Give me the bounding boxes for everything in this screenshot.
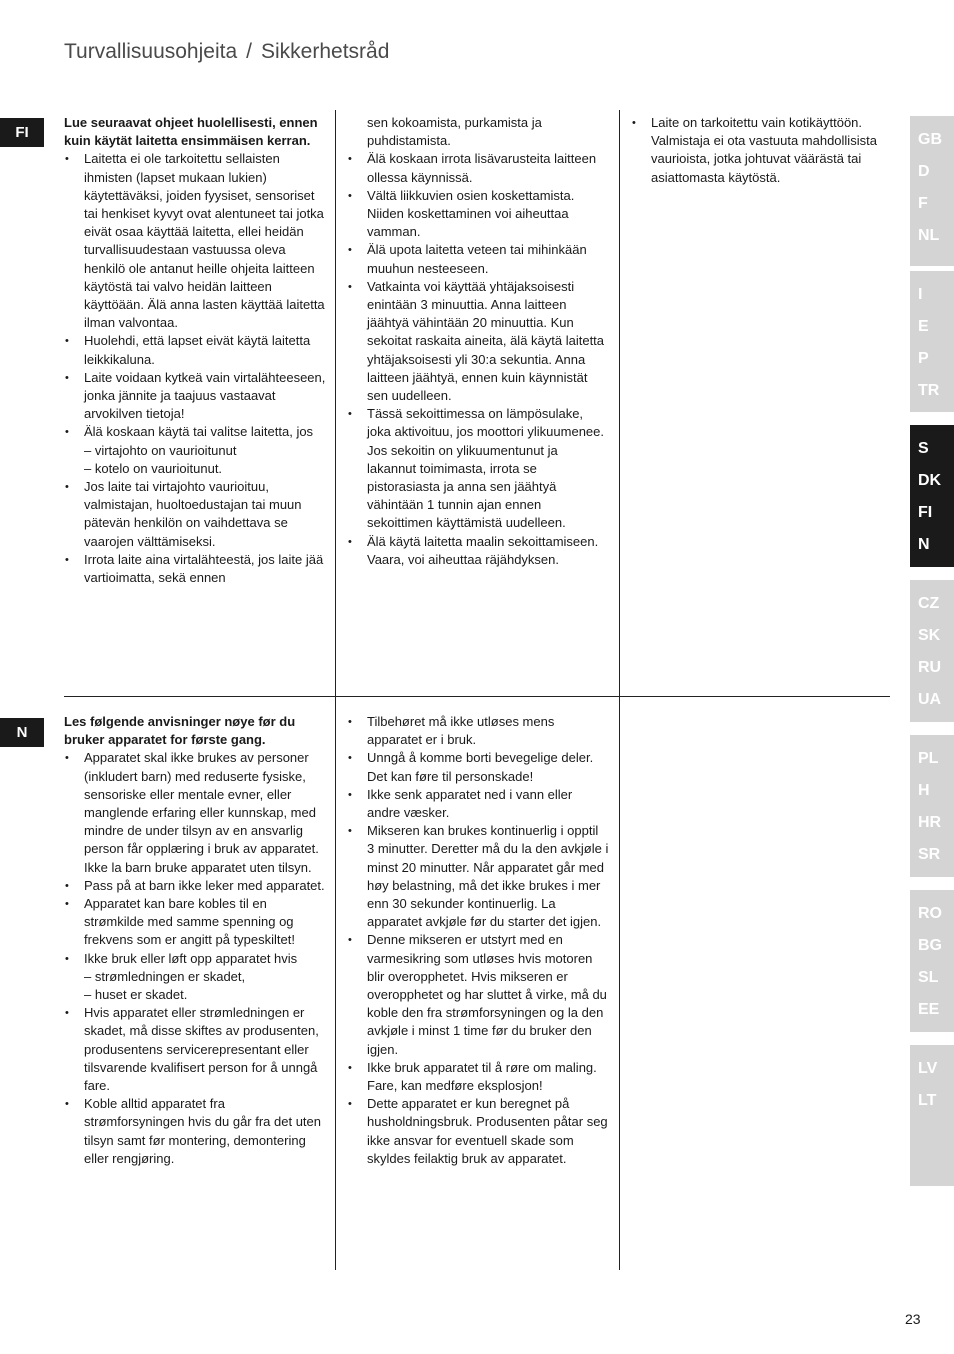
language-tab-sl[interactable]: SL	[918, 969, 939, 986]
list-item: • Ikke bruk apparatet til å røre om maling. Fare, kan medføre eksplosjon!	[347, 1059, 609, 1095]
language-tab-s[interactable]: S	[918, 440, 929, 457]
list-item: • Unngå å komme borti bevegelige deler. Det kan føre til personskade!	[347, 749, 609, 785]
column-divider	[335, 697, 336, 1270]
list-item: • Älä käytä laitetta maalin sekoittamiseen. Vaara, voi aiheuttaa räjähdyksen.	[347, 533, 609, 569]
fi-safety-list-continued	[347, 114, 609, 569]
language-tab-ro[interactable]: RO	[918, 905, 942, 922]
sub-item: – strømledningen er skadet,	[84, 968, 246, 984]
list-item: • Apparatet kan bare kobles til en strømkilde med samme spenning og frekvens som er angitt på typeskiltet!	[64, 895, 326, 950]
sub-item: – huset er skadet.	[84, 987, 188, 1003]
language-tab-d[interactable]: D	[918, 163, 930, 180]
list-item: • Denne mikseren er utstyrt med en varmesikring som utløses hvis motoren blir overopphetet. Hvis mikseren er overopphetet og har sluttet å virke, må du koble den fra strømforsyningen og la den avkjøle i minst 1 time før du bruker den igjen.	[347, 931, 609, 1058]
list-item: • Dette apparatet er kun beregnet på husholdningsbruk. Produsenten påtar seg ikke ansvar for eventuell skade som skyldes feilaktig bruk av apparatet.	[347, 1095, 609, 1168]
language-group-1	[910, 116, 954, 266]
language-tab-cz[interactable]: CZ	[918, 595, 940, 612]
fi-column-3	[631, 114, 893, 187]
n-column-2	[347, 713, 609, 1168]
list-item: • Ikke senk apparatet ned i vann eller andre væsker.	[347, 786, 609, 822]
title-norwegian: Sikkerhetsråd	[260, 40, 390, 63]
list-item	[64, 423, 326, 478]
language-tab-dk[interactable]: DK	[918, 472, 942, 489]
page-number: 23	[905, 1311, 921, 1327]
list-item: • Laitetta ei ole tarkoitettu sellaisten ihmisten (lapset mukaan lukien) käytettäväksi, joiden fyysiset, sensoriset tai henkiset kyvyt ovat alentuneet tai jotka eivät osaa käyttää laitetta, ellei heidän turvallisuudestaan vastuussa oleva henkilö ole antanut heille ohjeita laitteen käytöstä tai valvo heidän laitteen käyttöään. Älä anna lasten käyttää laitetta ilman valvontaa.	[64, 150, 326, 332]
fi-safety-list-end	[631, 114, 893, 187]
language-tab-h[interactable]: H	[918, 782, 930, 799]
language-tab-nl[interactable]: NL	[918, 227, 940, 244]
language-tab-i[interactable]: I	[918, 286, 923, 303]
fi-safety-list	[64, 150, 326, 587]
fi-intro: Lue seuraavat ohjeet huolellisesti, ennen kuin käytät laitetta ensimmäisen kerran.	[64, 115, 318, 149]
language-tab-ru[interactable]: RU	[918, 659, 942, 676]
section-tag-n: N	[0, 718, 44, 747]
list-item: • Vatkainta voi käyttää yhtäjaksoisesti enintään 3 minuuttia. Anna laitteen jäähtyä vähintään 20 minuuttia. Kun sekoitat raskaita aineita, älä käytä laitetta yhtäjaksoisesti yli 30:a sekuntia. Anna laitteen jäähtyä, ennen kuin käynnistät sen uudelleen.	[347, 278, 609, 405]
n-column-1	[64, 713, 326, 1168]
list-item	[64, 950, 326, 1005]
language-tab-n[interactable]: N	[918, 536, 930, 553]
language-group-5	[910, 735, 954, 877]
language-tab-lv[interactable]: LV	[918, 1060, 938, 1077]
n-safety-list	[64, 749, 326, 1168]
list-item: • Laite voidaan kytkeä vain virtalähteeseen, jonka jännite ja taajuus vastaavat arvokilven tietoja!	[64, 369, 326, 424]
language-tab-sr[interactable]: SR	[918, 846, 941, 863]
list-item: • Hvis apparatet eller strømledningen er skadet, må disse skiftes av produsenten, produsentens servicerepresentant eller tilsvarende kvalifisert person for å unngå fare.	[64, 1004, 326, 1095]
list-item-text: Ikke bruk eller løft opp apparatet hvis	[84, 950, 298, 966]
list-item-text-extra: Jos sekoitin on ylikuumentunut ja lakannut toimimasta, irrota se pistorasiasta ja anna sen jäähtyä vähintään 1 tunnin ajan ennen sekoittimen käyttämistä uudelleen.	[367, 442, 566, 531]
section-tag-fi: FI	[0, 118, 44, 147]
list-item: • Koble alltid apparatet fra strømforsyningen hvis du går fra det uten tilsyn samt før montering, demontering eller rengjøring.	[64, 1095, 326, 1168]
column-divider	[619, 110, 620, 696]
fi-column-2	[347, 114, 609, 569]
language-tab-ua[interactable]: UA	[918, 691, 942, 708]
list-item: • Tilbehøret må ikke utløses mens apparatet er i bruk.	[347, 713, 609, 749]
n-safety-list-continued	[347, 713, 609, 1168]
language-tab-e[interactable]: E	[918, 318, 929, 335]
column-divider	[335, 110, 336, 696]
sub-item: – virtajohto on vaurioitunut	[84, 442, 237, 458]
list-item-text: Tässä sekoittimessa on lämpösulake, joka aktivoituu, jos moottori ylikuumenee.	[367, 406, 605, 440]
title-separator: /	[246, 40, 252, 63]
list-item: • Mikseren kan brukes kontinuerlig i opptil 3 minutter. Deretter må du la den avkjøle i minst 20 minutter. Når apparatet går med høy belastning, må det ikke brukes i mer enn 30 sekunder kontinuerlig. La apparatet avkjøle før du starter det igjen.	[347, 822, 609, 931]
list-item	[347, 405, 609, 532]
language-tab-sk[interactable]: SK	[918, 627, 941, 644]
language-group-7	[910, 1045, 954, 1186]
list-item: • Vältä liikkuvien osien koskettamista. Niiden koskettaminen voi aiheuttaa vamman.	[347, 187, 609, 242]
list-item: • Jos laite tai virtajohto vaurioituu, valmistajan, huoltoedustajan tai muun pätevän henkilön on vaihdettava se vaarojen välttämiseksi.	[64, 478, 326, 551]
column-divider	[619, 697, 620, 1270]
list-item: • Apparatet skal ikke brukes av personer (inkludert barn) med reduserte fysiske, sensoriske eller mentale evner, eller manglende erfaring eller kunnskap, med mindre de under tilsyn av en ansvarlig person får opplæring i bruk av apparatet. Ikke la barn bruke apparatet uten tilsyn.	[64, 749, 326, 876]
language-group-2	[910, 271, 954, 412]
section-divider	[64, 696, 890, 697]
language-tab-p[interactable]: P	[918, 350, 929, 367]
language-tab-fi[interactable]: FI	[918, 504, 933, 521]
title-finnish: Turvallisuusohjeita	[64, 40, 238, 63]
language-tab-bg[interactable]: BG	[918, 937, 942, 954]
list-item-continuation: sen kokoamista, purkamista ja puhdistamista.	[367, 115, 542, 149]
list-item: • Laite on tarkoitettu vain kotikäyttöön. Valmistaja ei ota vastuuta mahdollisista vaurioista, jotka johtuvat väärästä tai asiattomasta käytöstä.	[631, 114, 893, 187]
list-item: • Pass på at barn ikke leker med apparatet.	[64, 877, 326, 895]
language-group-3-active	[910, 425, 954, 567]
list-item: • Älä koskaan irrota lisävarusteita laitteen ollessa käynnissä.	[347, 150, 609, 186]
language-tab-lt[interactable]: LT	[918, 1092, 937, 1109]
list-item: • Irrota laite aina virtalähteestä, jos laite jää vartioimatta, sekä ennen	[64, 551, 326, 587]
language-tab-ee[interactable]: EE	[918, 1001, 940, 1018]
language-tab-hr[interactable]: HR	[918, 814, 942, 831]
language-group-4	[910, 580, 954, 722]
language-tab-f[interactable]: F	[918, 195, 928, 212]
sub-item: – kotelo on vaurioitunut.	[84, 460, 223, 476]
language-group-6	[910, 890, 954, 1032]
list-item: • Huolehdi, että lapset eivät käytä laitetta leikkikaluna.	[64, 332, 326, 368]
language-tab-pl[interactable]: PL	[918, 750, 939, 767]
language-tab-tr[interactable]: TR	[918, 382, 940, 399]
n-intro: Les følgende anvisninger nøye før du bruker apparatet for første gang.	[64, 714, 296, 748]
list-item-text: Älä koskaan käytä tai valitse laitetta, jos	[84, 424, 314, 440]
language-tab-gb[interactable]: GB	[918, 131, 942, 148]
page-title	[64, 40, 389, 64]
list-item: • Älä upota laitetta veteen tai mihinkään muuhun nesteeseen.	[347, 241, 609, 277]
fi-column-1	[64, 114, 326, 587]
